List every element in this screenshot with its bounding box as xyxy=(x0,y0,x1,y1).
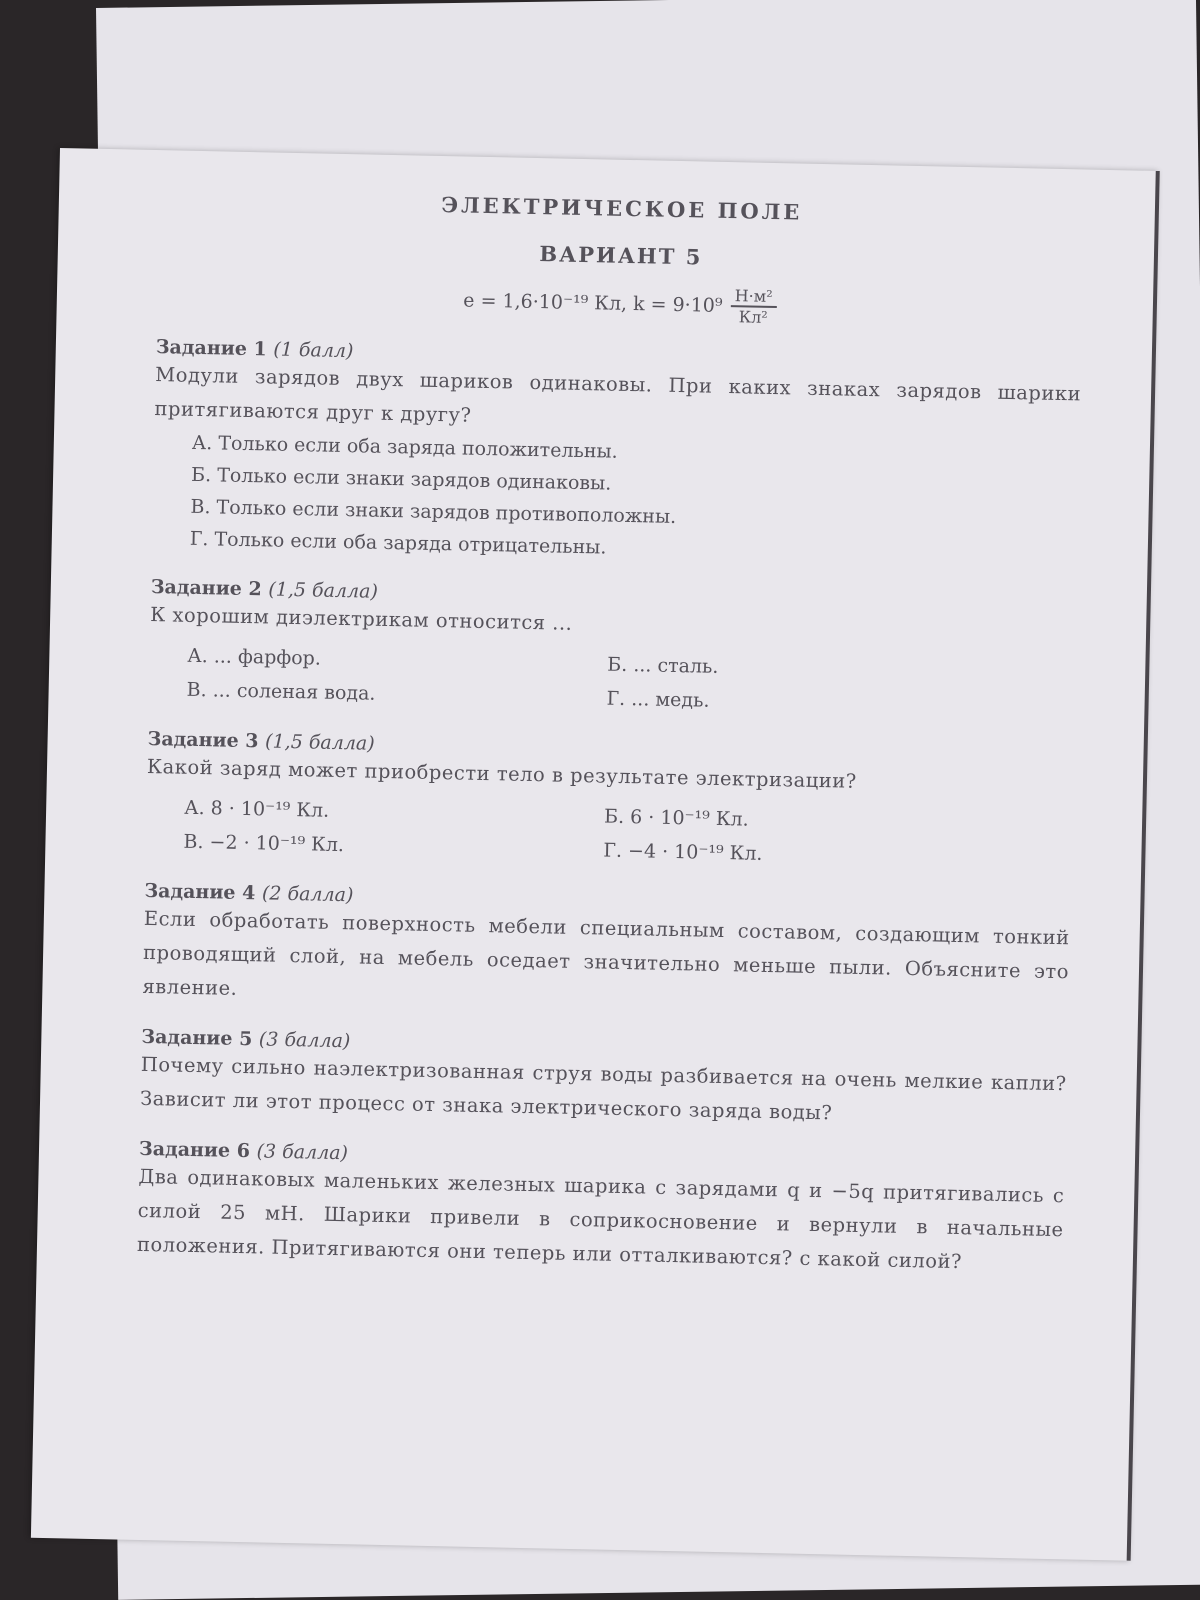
task-question: К хорошим диэлектрикам относится ... xyxy=(150,603,573,636)
task-5 xyxy=(140,1026,1068,1135)
answer-options xyxy=(148,638,1075,725)
task-number: Задание 2 xyxy=(150,576,262,601)
task-number: Задание 6 xyxy=(138,1138,251,1163)
answer-option: В. −2 · 10⁻¹⁹ Кл. xyxy=(183,831,345,857)
constants-text: e = 1,6·10⁻¹⁹ Кл, k = 9·10⁹ xyxy=(463,289,723,318)
answer-option: А. 8 · 10⁻¹⁹ Кл. xyxy=(183,797,330,823)
answer-options xyxy=(152,426,1080,573)
task-number: Задание 3 xyxy=(147,728,259,753)
task-question: Какой заряд может приобрести тело в результате электризации? xyxy=(146,755,857,794)
answer-option: Г. Только если оба заряда отрицательны. xyxy=(189,528,607,559)
constants-fraction xyxy=(730,286,777,327)
task-number: Задание 4 xyxy=(144,880,256,905)
task-points: (1,5 балла) xyxy=(268,578,379,604)
task-question: Почему сильно наэлектризованная струя воды разбивается на очень мелкие капли? Зависит ли этот процесс от знака электрического заряда воды? xyxy=(139,1053,1067,1125)
task-question: Модули зарядов двух шариков одинаковы. При каких знаках зарядов шарики притягиваются друг к другу? xyxy=(154,363,1082,428)
task-points: (2 балла) xyxy=(261,882,354,907)
answer-options xyxy=(145,790,1072,877)
task-number: Задание 5 xyxy=(141,1026,253,1051)
physical-constants xyxy=(157,274,1084,334)
task-2 xyxy=(148,576,1077,725)
fraction-numerator: Н·м² xyxy=(730,286,776,308)
answer-option: А. Только если оба заряда положительны. xyxy=(191,432,618,464)
worksheet-title: ЭЛЕКТРИЧЕСКОЕ ПОЛЕ xyxy=(441,192,803,225)
task-points: (1 балл) xyxy=(273,338,354,363)
worksheet-variant: ВАРИАНТ 5 xyxy=(539,241,703,270)
task-4 xyxy=(142,880,1070,1023)
task-points: (1,5 балла) xyxy=(264,730,375,756)
answer-option: В. ... соленая вода. xyxy=(186,679,376,706)
task-number: Задание 1 xyxy=(155,336,267,361)
answer-option: В. Только если знаки зарядов противоположны. xyxy=(190,496,677,529)
task-6 xyxy=(137,1138,1065,1281)
task-3 xyxy=(145,728,1074,877)
answer-option: Б. Только если знаки зарядов одинаковы. xyxy=(190,464,612,495)
worksheet-page xyxy=(31,148,1160,1561)
fraction-denominator: Кл² xyxy=(738,307,768,328)
answer-option: А. ... фарфор. xyxy=(187,645,322,670)
answer-option: Г. −4 · 10⁻¹⁹ Кл. xyxy=(603,839,763,866)
answer-option: Б. 6 · 10⁻¹⁹ Кл. xyxy=(603,805,749,831)
answer-option: Г. ... медь. xyxy=(606,687,710,713)
task-points: (3 балла) xyxy=(258,1028,351,1053)
task-question: Два одинаковых маленьких железных шарика с зарядами q и −5q притягивались с силой 25 мН. Шарики привели в соприкосновение и вернули в начальные положения. Притягиваются они теперь или отталкиваются? с какой силой? xyxy=(136,1165,1065,1274)
task-1 xyxy=(152,336,1082,573)
task-question: Если обработать поверхность мебели специальным составом, создающим тонкий проводящий слой, на мебель оседает значительно меньше пыли. Объясните это явление. xyxy=(142,907,1070,1001)
answer-option: Б. ... сталь. xyxy=(607,653,719,679)
task-points: (3 балла) xyxy=(256,1140,349,1165)
